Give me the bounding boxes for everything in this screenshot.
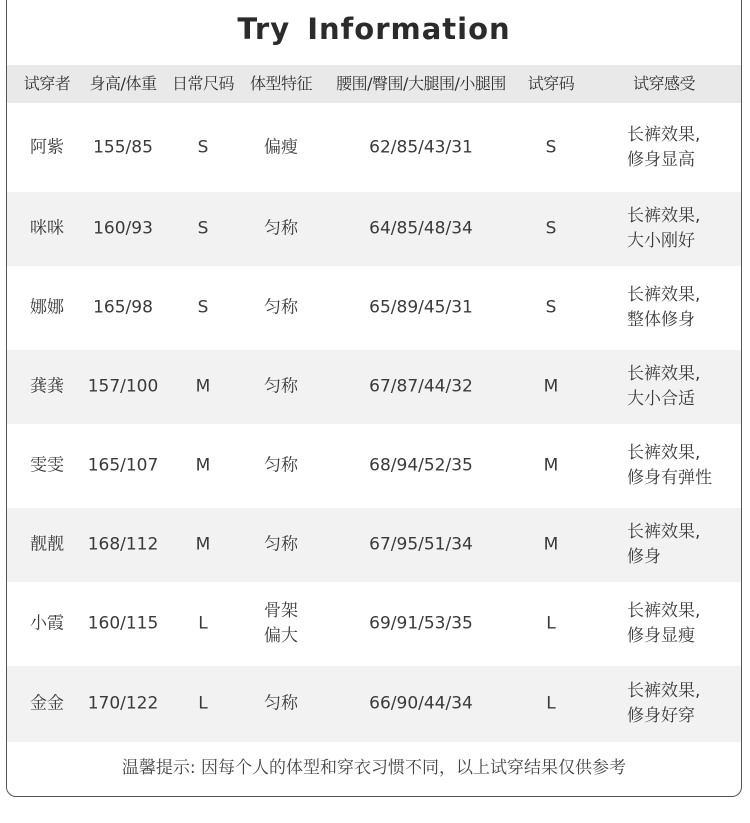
cell-tester: 小霞 (30, 613, 64, 634)
cell-daily-size: L (198, 613, 208, 634)
table-row (7, 424, 741, 508)
body-type-line: 偏大 (264, 626, 298, 646)
cell-daily-size: S (197, 218, 209, 239)
feedback-line: 长裤效果, (627, 522, 701, 542)
feedback-line: 长裤效果, (627, 601, 701, 621)
cell-daily-size: M (195, 376, 211, 397)
cell-measurements: 67/87/44/32 (369, 376, 473, 397)
cell-tester: 靓靓 (30, 534, 64, 555)
table-row (7, 582, 741, 666)
feedback-line: 长裤效果, (627, 124, 701, 145)
cell-height-weight: 165/107 (87, 455, 159, 476)
feedback-line: 整体修身 (627, 310, 695, 330)
header-daily-size: 日常尺码 (171, 74, 234, 93)
cell-try-size: M (543, 455, 559, 476)
cell-measurements: 62/85/43/31 (369, 137, 473, 157)
header-body-type: 体型特征 (249, 74, 312, 93)
cell-body-type: 匀称 (264, 693, 298, 714)
cell-daily-size: M (195, 534, 211, 555)
cell-height-weight: 157/100 (87, 376, 159, 397)
cell-tester: 咪咪 (30, 218, 64, 239)
try-information-card (6, 0, 742, 797)
cell-feedback (627, 520, 739, 570)
table-row (7, 266, 741, 350)
cell-measurements: 69/91/53/35 (369, 613, 473, 634)
feedback-line: 长裤效果, (627, 364, 701, 384)
cell-height-weight: 160/115 (87, 613, 159, 634)
cell-feedback (627, 362, 739, 412)
footer-note: 温馨提示: 因每个人的体型和穿衣习惯不同，以上试穿结果仅供参考 (121, 758, 627, 778)
feedback-line: 长裤效果, (627, 285, 701, 305)
cell-height-weight: 155/85 (93, 137, 153, 157)
header-try-size: 试穿码 (527, 74, 575, 93)
feedback-line: 修身显瘦 (627, 626, 695, 646)
header-height-weight: 身高/体重 (89, 74, 157, 93)
header-tester: 试穿者 (23, 74, 71, 93)
cell-body-type: 偏瘦 (264, 137, 298, 157)
cell-body-type (251, 599, 311, 649)
cell-tester: 金金 (30, 693, 64, 714)
cell-body-type: 匀称 (264, 455, 298, 476)
cell-try-size: M (543, 534, 559, 555)
cell-tester: 阿紫 (30, 137, 64, 157)
cell-try-size: L (546, 693, 556, 714)
cell-feedback (627, 204, 739, 254)
table-row (7, 666, 741, 742)
cell-feedback (627, 679, 739, 729)
table-title: Try Information (237, 12, 511, 46)
feedback-line: 长裤效果, (627, 206, 701, 226)
feedback-line: 修身好穿 (627, 706, 695, 726)
header-feedback: 试穿感受 (632, 74, 695, 93)
cell-try-size: L (546, 613, 556, 634)
feedback-line: 大小合适 (627, 389, 695, 409)
table-row (7, 192, 741, 266)
cell-try-size: S (545, 297, 557, 318)
cell-height-weight: 170/122 (87, 693, 159, 714)
feedback-line: 修身显高 (627, 149, 695, 170)
cell-daily-size: S (197, 137, 209, 157)
cell-height-weight: 168/112 (87, 534, 159, 555)
cell-feedback (627, 283, 739, 333)
table-row (7, 508, 741, 582)
cell-body-type: 匀称 (264, 297, 298, 318)
cell-try-size: M (543, 376, 559, 397)
table-row (7, 350, 741, 424)
cell-daily-size: L (198, 693, 208, 714)
feedback-line: 长裤效果, (627, 443, 701, 463)
cell-try-size: S (545, 218, 557, 239)
cell-measurements: 64/85/48/34 (369, 218, 473, 239)
cell-tester: 龚龚 (30, 376, 64, 397)
cell-body-type: 匀称 (264, 376, 298, 397)
cell-body-type: 匀称 (264, 534, 298, 555)
feedback-line: 长裤效果, (627, 681, 701, 701)
table-row (7, 103, 741, 192)
cell-feedback (627, 599, 739, 649)
cell-tester: 娜娜 (30, 297, 64, 318)
cell-body-type: 匀称 (264, 218, 298, 239)
feedback-line: 修身 (627, 547, 661, 567)
cell-feedback (627, 441, 739, 491)
table-header (7, 65, 741, 103)
cell-daily-size: M (195, 455, 211, 476)
cell-height-weight: 160/93 (93, 218, 153, 239)
cell-try-size: S (545, 137, 557, 157)
cell-tester: 雯雯 (30, 455, 64, 476)
cell-height-weight: 165/98 (93, 297, 153, 318)
body-type-line: 骨架 (264, 601, 298, 621)
cell-feedback (627, 123, 739, 173)
cell-measurements: 67/95/51/34 (369, 534, 473, 555)
feedback-line: 大小刚好 (627, 231, 695, 251)
feedback-line: 修身有弹性 (627, 468, 712, 488)
cell-measurements: 68/94/52/35 (369, 455, 473, 476)
header-measurements: 腰围/臀围/大腿围/小腿围 (336, 74, 506, 93)
cell-measurements: 65/89/45/31 (369, 297, 473, 318)
cell-measurements: 66/90/44/34 (369, 693, 473, 714)
cell-daily-size: S (197, 297, 209, 318)
